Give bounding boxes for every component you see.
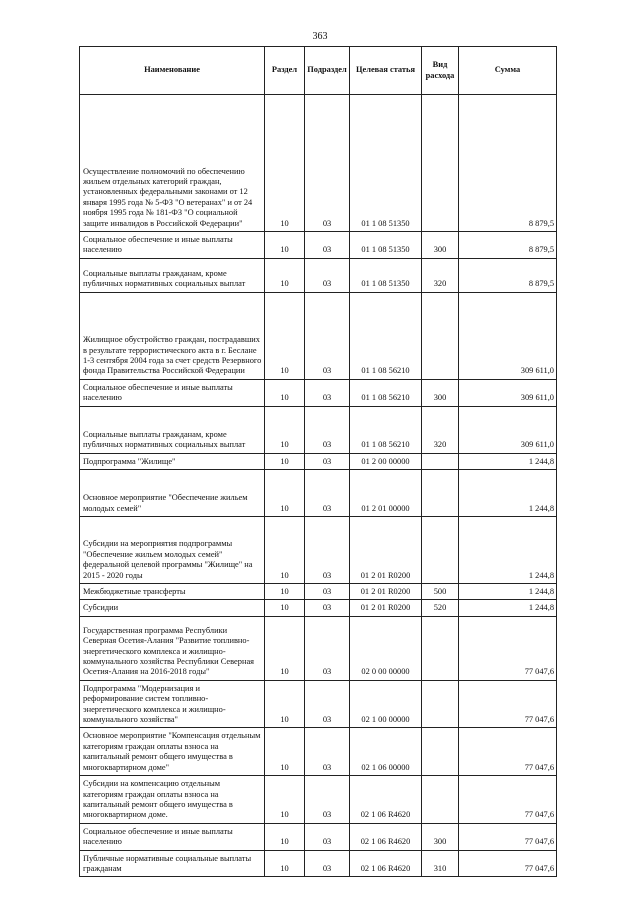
row-subsection: 03 (305, 680, 350, 728)
row-target: 01 2 01 00000 (350, 470, 422, 517)
row-name: Подпрограмма "Жилище" (80, 453, 265, 469)
row-target: 01 1 08 56210 (350, 406, 422, 453)
table-row (80, 850, 557, 877)
row-target: 02 1 06 00000 (350, 728, 422, 776)
row-section: 10 (265, 453, 305, 469)
row-amount: 1 244,8 (459, 584, 557, 600)
row-section: 10 (265, 584, 305, 600)
row-target: 01 1 08 56210 (350, 292, 422, 379)
table-row (80, 470, 557, 517)
row-amount: 8 879,5 (459, 95, 557, 232)
row-name: Социальное обеспечение и иные выплаты населению (80, 823, 265, 850)
row-amount: 1 244,8 (459, 517, 557, 584)
row-amount: 309 611,0 (459, 379, 557, 406)
table-row (80, 823, 557, 850)
table-row (80, 232, 557, 259)
row-section: 10 (265, 728, 305, 776)
page-number: 363 (312, 31, 328, 42)
row-expense-type: 310 (422, 850, 459, 877)
row-expense-type (422, 95, 459, 232)
row-amount: 1 244,8 (459, 453, 557, 469)
row-name: Субсидии на компенсацию отдельным категориям граждан оплаты взноса на капитальный ремонт общего имущества в многоквартирном доме. (80, 776, 265, 824)
row-subsection: 03 (305, 728, 350, 776)
row-subsection: 03 (305, 517, 350, 584)
row-name: Субсидии (80, 600, 265, 616)
row-name: Социальное обеспечение и иные выплаты населению (80, 232, 265, 259)
row-subsection: 03 (305, 616, 350, 680)
row-subsection: 03 (305, 584, 350, 600)
table-row (80, 292, 557, 379)
table-row (80, 616, 557, 680)
row-name: Межбюджетные трансферты (80, 584, 265, 600)
row-name: Государственная программа Республики Северная Осетия-Алания "Развитие топливно-энергетического комплекса и жилищно-коммунального хозяйства Республики Северная Осетия-Алания на 2016-2018 годы" (80, 616, 265, 680)
row-subsection: 03 (305, 776, 350, 824)
row-section: 10 (265, 616, 305, 680)
row-target: 01 2 00 00000 (350, 453, 422, 469)
header-target: Целевая статья (350, 47, 422, 95)
row-subsection: 03 (305, 470, 350, 517)
row-amount: 309 611,0 (459, 406, 557, 453)
row-expense-type (422, 453, 459, 469)
row-section: 10 (265, 95, 305, 232)
header-section: Раздел (265, 47, 305, 95)
row-subsection: 03 (305, 292, 350, 379)
row-expense-type (422, 728, 459, 776)
row-expense-type: 300 (422, 823, 459, 850)
row-name: Социальное обеспечение и иные выплаты населению (80, 379, 265, 406)
table-row (80, 95, 557, 232)
row-subsection: 03 (305, 95, 350, 232)
row-subsection: 03 (305, 453, 350, 469)
row-section: 10 (265, 470, 305, 517)
row-section: 10 (265, 823, 305, 850)
table-row (80, 584, 557, 600)
row-section: 10 (265, 232, 305, 259)
table-row (80, 728, 557, 776)
row-section: 10 (265, 776, 305, 824)
row-name: Жилищное обустройство граждан, пострадавших в результате террористического акта в г. Беслане 1-3 сентября 2004 года за счет средств Резервного фонда Правительства Российской Федерации (80, 292, 265, 379)
row-target: 01 1 08 51350 (350, 258, 422, 292)
row-expense-type (422, 776, 459, 824)
row-name: Социальные выплаты гражданам, кроме публичных нормативных социальных выплат (80, 406, 265, 453)
row-expense-type (422, 470, 459, 517)
row-section: 10 (265, 406, 305, 453)
row-expense-type: 320 (422, 258, 459, 292)
row-amount: 77 047,6 (459, 850, 557, 877)
row-target: 01 1 08 51350 (350, 232, 422, 259)
row-target: 01 2 01 R0200 (350, 584, 422, 600)
table-row (80, 600, 557, 616)
row-expense-type (422, 616, 459, 680)
row-subsection: 03 (305, 850, 350, 877)
row-amount: 77 047,6 (459, 823, 557, 850)
table-row (80, 776, 557, 824)
row-target: 01 2 01 R0200 (350, 600, 422, 616)
row-expense-type: 520 (422, 600, 459, 616)
row-target: 02 0 00 00000 (350, 616, 422, 680)
row-target: 01 2 01 R0200 (350, 517, 422, 584)
table-row (80, 517, 557, 584)
row-name: Социальные выплаты гражданам, кроме публичных нормативных социальных выплат (80, 258, 265, 292)
row-expense-type (422, 680, 459, 728)
row-subsection: 03 (305, 379, 350, 406)
row-section: 10 (265, 379, 305, 406)
row-expense-type (422, 292, 459, 379)
row-amount: 8 879,5 (459, 232, 557, 259)
row-target: 01 1 08 56210 (350, 379, 422, 406)
row-amount: 8 879,5 (459, 258, 557, 292)
table-row (80, 680, 557, 728)
budget-table (79, 46, 557, 877)
row-amount: 77 047,6 (459, 776, 557, 824)
header-subsection: Подраздел (305, 47, 350, 95)
row-amount: 309 611,0 (459, 292, 557, 379)
row-subsection: 03 (305, 406, 350, 453)
row-amount: 77 047,6 (459, 680, 557, 728)
row-section: 10 (265, 258, 305, 292)
row-section: 10 (265, 292, 305, 379)
row-section: 10 (265, 600, 305, 616)
row-target: 02 1 06 R4620 (350, 823, 422, 850)
row-target: 01 1 08 51350 (350, 95, 422, 232)
row-expense-type (422, 517, 459, 584)
row-target: 02 1 00 00000 (350, 680, 422, 728)
row-name: Основное мероприятие "Обеспечение жильем молодых семей" (80, 470, 265, 517)
row-expense-type: 320 (422, 406, 459, 453)
row-expense-type: 500 (422, 584, 459, 600)
row-target: 02 1 06 R4620 (350, 776, 422, 824)
row-name: Субсидии на мероприятия подпрограммы "Обеспечение жильем молодых семей" федеральной целевой программы "Жилище" на 2015 - 2020 годы (80, 517, 265, 584)
row-expense-type: 300 (422, 379, 459, 406)
row-section: 10 (265, 517, 305, 584)
header-name: Наименование (80, 47, 265, 95)
row-expense-type: 300 (422, 232, 459, 259)
row-amount: 1 244,8 (459, 600, 557, 616)
row-name: Основное мероприятие "Компенсация отдельным категориям граждан оплаты взноса на капитальный ремонт общего имущества в многоквартирном доме" (80, 728, 265, 776)
row-amount: 77 047,6 (459, 728, 557, 776)
row-amount: 1 244,8 (459, 470, 557, 517)
row-name: Публичные нормативные социальные выплаты гражданам (80, 850, 265, 877)
row-target: 02 1 06 R4620 (350, 850, 422, 877)
row-subsection: 03 (305, 600, 350, 616)
row-section: 10 (265, 680, 305, 728)
table-header-row (80, 47, 557, 95)
row-subsection: 03 (305, 823, 350, 850)
row-section: 10 (265, 850, 305, 877)
row-subsection: 03 (305, 232, 350, 259)
table-row (80, 258, 557, 292)
table-row (80, 406, 557, 453)
table-row (80, 379, 557, 406)
header-amount: Сумма (459, 47, 557, 95)
row-amount: 77 047,6 (459, 616, 557, 680)
row-name: Осуществление полномочий по обеспечению жильем отдельных категорий граждан, установленных федеральными законами от 12 января 1995 года № 5-ФЗ "О ветеранах" и от 24 ноября 1995 года № 181-ФЗ "О социальной защите инвалидов в Российской Федерации" (80, 95, 265, 232)
table-row (80, 453, 557, 469)
row-subsection: 03 (305, 258, 350, 292)
row-name: Подпрограмма "Модернизация и реформирование систем топливно-энергетического комплекса и жилищно-коммунального хозяйства" (80, 680, 265, 728)
header-expense-type: Вид расхода (422, 47, 459, 95)
